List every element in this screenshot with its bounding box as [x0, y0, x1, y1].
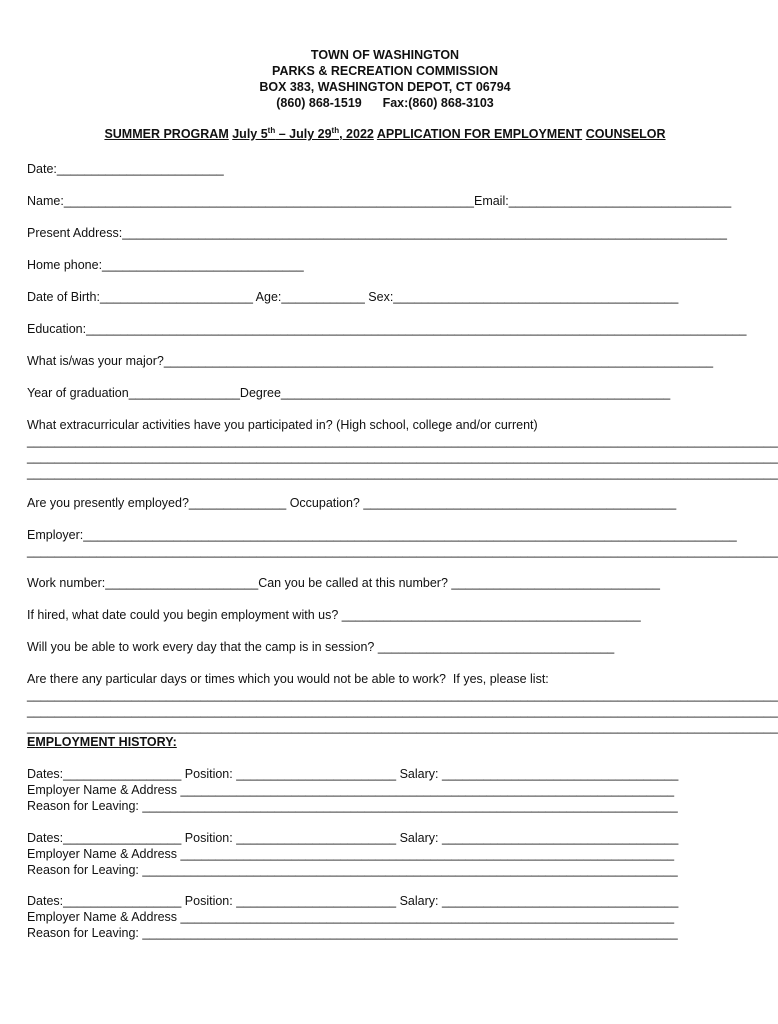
- days-times-line-3[interactable]: ____________________________________________________________________________________________________________: [27, 720, 778, 734]
- every-day-field[interactable]: Will you be able to work every day that the camp is in session? __________________________________: [27, 640, 615, 654]
- history-dates-position-salary[interactable]: Dates:_________________ Position: _______________________ Salary: __________________________________: [27, 767, 679, 781]
- title-program: SUMMER PROGRAM: [104, 127, 229, 141]
- employed-occupation-field[interactable]: Are you presently employed?______________ Occupation? _____________________________________________: [27, 496, 677, 510]
- history-reason-leaving[interactable]: Reason for Leaving: _____________________________________________________________________________: [27, 926, 678, 940]
- history-reason-leaving[interactable]: Reason for Leaving: _____________________________________________________________________________: [27, 863, 678, 877]
- mailing-address: BOX 383, WASHINGTON DEPOT, CT 06794: [259, 80, 511, 94]
- extracurricular-line-2[interactable]: ____________________________________________________________________________________________________________: [27, 450, 778, 464]
- extracurricular-line-3[interactable]: ____________________________________________________________________________________________________________: [27, 466, 778, 480]
- history-dates-position-salary[interactable]: Dates:_________________ Position: _______________________ Salary: __________________________________: [27, 894, 679, 908]
- address-field[interactable]: Present Address:_______________________________________________________________________________________: [27, 226, 728, 240]
- date-field[interactable]: Date:________________________: [27, 162, 224, 176]
- extracurricular-line-1[interactable]: ____________________________________________________________________________________________________________: [27, 434, 778, 448]
- graduation-degree-field[interactable]: Year of graduation________________Degree________________________________________________________: [27, 386, 671, 400]
- days-times-line-1[interactable]: ____________________________________________________________________________________________________________: [27, 688, 778, 702]
- name-email-field[interactable]: Name:___________________________________________________________Email:________________________________: [27, 194, 732, 208]
- major-field[interactable]: What is/was your major?_______________________________________________________________________________: [27, 354, 714, 368]
- days-times-line-2[interactable]: ____________________________________________________________________________________________________________: [27, 704, 778, 718]
- home-phone-field[interactable]: Home phone:_____________________________: [27, 258, 304, 272]
- title-application: APPLICATION FOR EMPLOYMENT: [376, 127, 583, 141]
- title-dates: July 5th – July 29th, 2022: [232, 125, 374, 141]
- employer-field[interactable]: Employer:______________________________________________________________________________________________: [27, 528, 737, 542]
- history-employer-address[interactable]: Employer Name & Address _______________________________________________________________________: [27, 783, 675, 797]
- education-field[interactable]: Education:_______________________________________________________________________________________________: [27, 322, 747, 336]
- commission-name: PARKS & RECREATION COMMISSION: [272, 64, 498, 78]
- title-position: COUNSELOR: [585, 127, 666, 141]
- work-number-field[interactable]: Work number:______________________Can you be called at this number? ______________________________: [27, 576, 660, 590]
- history-employer-address[interactable]: Employer Name & Address _______________________________________________________________________: [27, 910, 675, 924]
- employer-line-2[interactable]: ____________________________________________________________________________________________________________: [27, 544, 778, 558]
- phone-fax: (860) 868-1519 Fax:(860) 868-3103: [276, 96, 494, 110]
- form-title: [0, 127, 770, 141]
- history-employer-address[interactable]: Employer Name & Address _______________________________________________________________________: [27, 847, 675, 861]
- history-dates-position-salary[interactable]: Dates:_________________ Position: _______________________ Salary: __________________________________: [27, 831, 679, 845]
- dob-age-sex-field[interactable]: Date of Birth:______________________ Age:____________ Sex:_________________________________________: [27, 290, 679, 304]
- days-times-question: Are there any particular days or times which you would not be able to work? If yes, please list:: [27, 672, 549, 686]
- history-reason-leaving[interactable]: Reason for Leaving: _____________________________________________________________________________: [27, 799, 678, 813]
- org-name: TOWN OF WASHINGTON: [310, 48, 460, 62]
- employment-history-heading: EMPLOYMENT HISTORY:: [27, 735, 177, 749]
- start-date-field[interactable]: If hired, what date could you begin employment with us? ___________________________________________: [27, 608, 641, 622]
- letterhead: [0, 47, 770, 111]
- extracurricular-question: What extracurricular activities have you participated in? (High school, college and/or current): [27, 418, 538, 432]
